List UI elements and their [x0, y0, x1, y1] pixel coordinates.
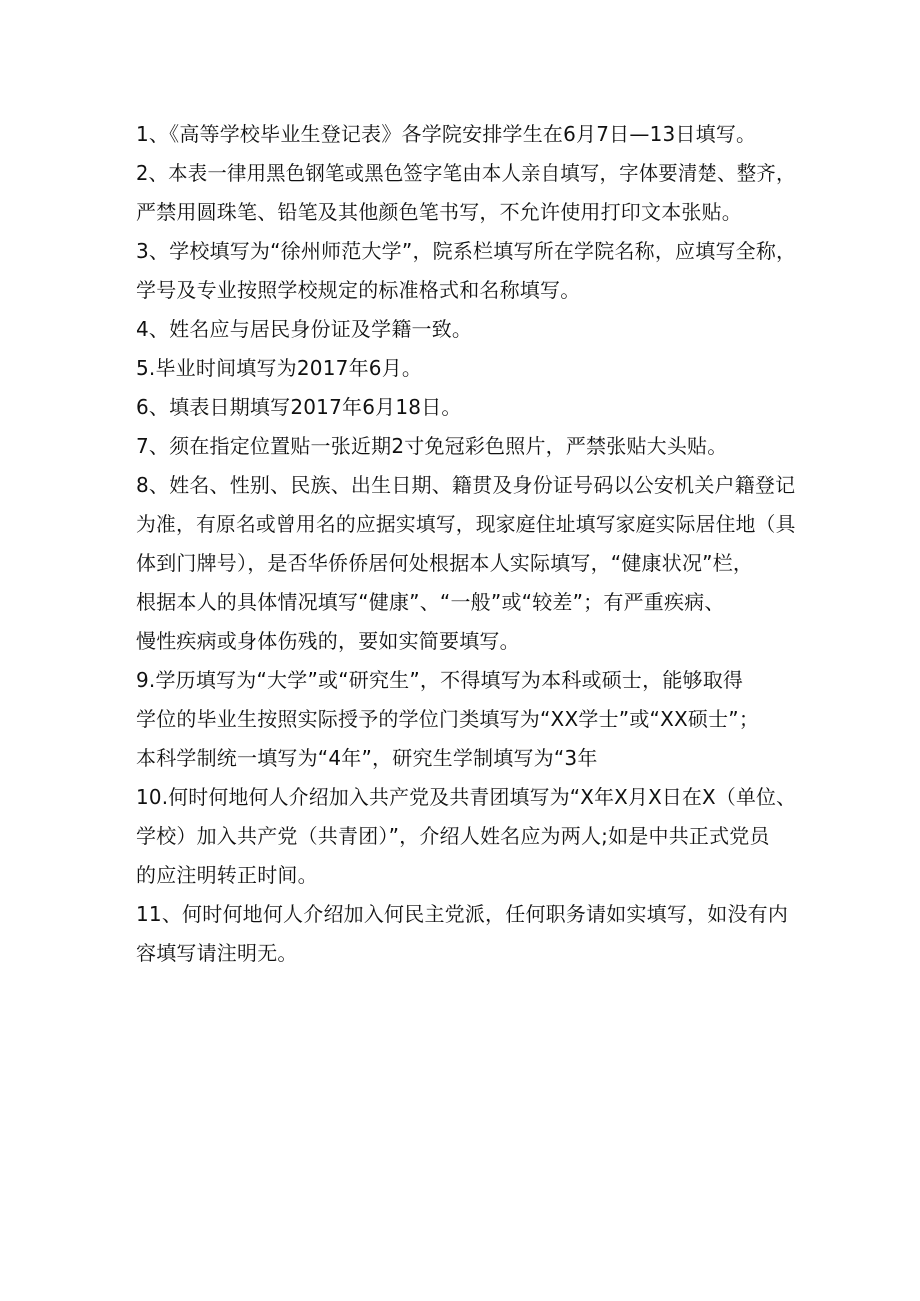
text-line: 根据本人的具体情况填写“健康”、“一般”或“较差”；有严重疾病、: [136, 590, 725, 614]
instruction-item-4: [136, 310, 796, 349]
instruction-item-3: [136, 232, 796, 310]
instruction-item-7: [136, 427, 796, 466]
text-line: 10.何时何地何人介绍加入共产党及共青团填写为“X年X月X日在X（单位、: [136, 785, 797, 809]
text-line: 1、《高等学校毕业生登记表》各学院安排学生在6月7日—13日填写。: [136, 122, 757, 146]
text-line: 3、学校填写为“徐州师范大学”，院系栏填写所在学院名称，应填写全称，: [136, 239, 797, 263]
text-line: 4、姓名应与居民身份证及学籍一致。: [136, 317, 473, 341]
text-line: 学号及专业按照学校规定的标准格式和名称填写。: [136, 278, 581, 302]
instruction-item-11: [136, 895, 796, 973]
instruction-item-1: [136, 115, 796, 154]
text-line: 慢性疾病或身体伤残的，要如实简要填写。: [136, 629, 520, 653]
text-line: 6、填表日期填写2017年6月18日。: [136, 395, 462, 419]
instruction-item-5: [136, 349, 796, 388]
text-line: 体到门牌号），是否华侨侨居何处根据本人实际填写，“健康状况”栏，: [136, 551, 754, 575]
instruction-item-2: [136, 154, 796, 232]
text-line: 9.学历填写为“大学”或“研究生”，不得填写为本科或硕士，能够取得: [136, 668, 744, 692]
instruction-item-9: [136, 661, 796, 778]
instruction-item-6: [136, 388, 796, 427]
text-line: 容填写请注明无。: [136, 941, 298, 965]
text-line: 本科学制统一填写为“4年”，研究生学制填写为“3年: [136, 746, 598, 770]
text-line: 严禁用圆珠笔、铅笔及其他颜色笔书写，不允许使用打印文本张贴。: [136, 200, 742, 224]
text-line: 2、本表一律用黑色钢笔或黑色签字笔由本人亲自填写，字体要清楚、整齐，: [136, 161, 796, 185]
text-line: 学校）加入共产党（共青团）”，介绍人姓名应为两人;如是中共正式党员: [136, 824, 770, 848]
instruction-item-8: [136, 466, 796, 661]
instructions-body: [136, 115, 796, 973]
text-line: 7、须在指定位置贴一张近期2寸免冠彩色照片，严禁张贴大头贴。: [136, 434, 728, 458]
text-line: 11、何时何地何人介绍加入何民主党派，任何职务请如实填写，如没有内: [136, 902, 789, 926]
text-line: 8、姓名、性别、民族、出生日期、籍贯及身份证号码以公安机关户籍登记: [136, 473, 796, 497]
text-line: 学位的毕业生按照实际授予的学位门类填写为“XX学士”或“XX硕士”；: [136, 707, 760, 731]
text-line: 的应注明转正时间。: [136, 863, 318, 887]
text-line: 5.毕业时间填写为2017年6月。: [136, 356, 423, 380]
text-line: 为准，有原名或曾用名的应据实填写，现家庭住址填写家庭实际居住地（具: [136, 512, 796, 536]
instruction-item-10: [136, 778, 796, 895]
